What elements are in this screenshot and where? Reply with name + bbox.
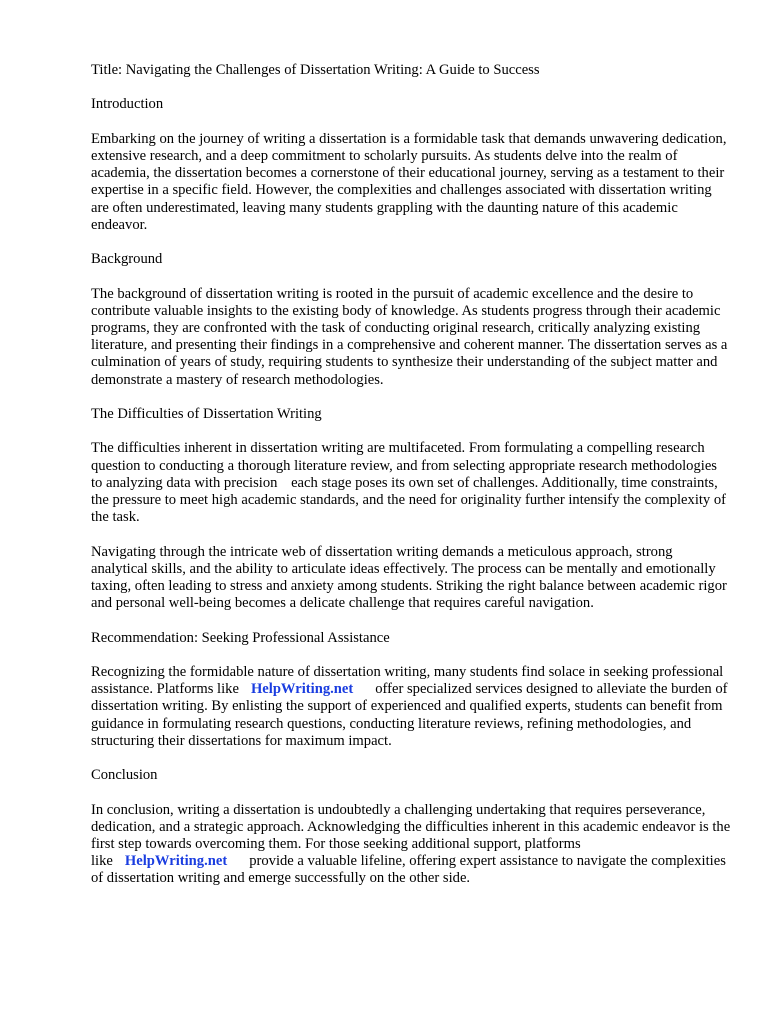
recommendation-text-before-link: Recognizing the formidable nature of dissertation writing, many students find solace in seeking professional assistance. Platforms like bbox=[91, 663, 724, 698]
background-heading: Background bbox=[91, 251, 163, 268]
recommendation-paragraph bbox=[91, 664, 731, 750]
background-paragraph: The background of dissertation writing is rooted in the pursuit of academic excellence and the desire to contribute valuable insights to the existing body of knowledge. As students progress through their academic programs, they are confronted with the task of conducting original research, critically analyzing existing literature, and presenting their findings in a comprehensive and coherent manner. The dissertation serves as a culmination of years of study, requiring students to synthesize their understanding of the subject matter and demonstrate a mastery of research methodologies. bbox=[91, 285, 728, 388]
difficulties-paragraph-1-part-1: The difficulties inherent in dissertation writing are multifaceted. From formulating a compelling research question to conducting a thorough literature review, and from selecting appropriate research methodologies to analyzing data with precision bbox=[91, 440, 717, 491]
document-page bbox=[91, 62, 731, 905]
introduction-paragraph: Embarking on the journey of writing a dissertation is a formidable task that demands unwavering dedication, extensive research, and a deep commitment to scholarly pursuits. As students delve into the realm of academia, the dissertation becomes a cornerstone of their educational journey, serving as a testament to their expertise in a specific field. However, the complexities and challenges associated with dissertation writing are often underestimated, leaving many students grappling with the daunting nature of this academic endeavor. bbox=[91, 130, 727, 233]
conclusion-heading: Conclusion bbox=[91, 767, 158, 784]
recommendation-heading: Recommendation: Seeking Professional Assistance bbox=[91, 629, 390, 646]
recommendation-text-after-link: offer specialized services designed to alleviate the burden of dissertation writing. By enlisting the support of experienced and qualified experts, students can benefit from guidance in formulating research questions, conducting literature reviews, refining methodologies, and structuring their dissertations for maximum impact. bbox=[91, 681, 728, 749]
document-title: Title: Navigating the Challenges of Dissertation Writing: A Guide to Success bbox=[91, 62, 540, 78]
difficulties-paragraph-2: Navigating through the intricate web of dissertation writing demands a meticulous approach, strong analytical skills, and the ability to articulate ideas effectively. The process can be mentally and emotionally taxing, often leading to stress and anxiety among students. Striking the right balance between academic rigor and personal well-being becomes a delicate challenge that requires careful navigation. bbox=[91, 543, 727, 612]
conclusion-text-before-link: In conclusion, writing a dissertation is undoubtedly a challenging undertaking that requires perseverance, dedication, and a strategic approach. Acknowledging the difficulties inherent in this academic endeavor is the first step towards overcoming them. For those seeking additional support, platforms like bbox=[91, 801, 731, 870]
introduction-heading: Introduction bbox=[91, 96, 164, 113]
helpwriting-link-conclusion[interactable]: HelpWriting.net bbox=[124, 853, 228, 870]
conclusion-text-after-link: provide a valuable lifeline, offering expert assistance to navigate the complexities of dissertation writing and emerge successfully on the other side. bbox=[91, 853, 726, 887]
difficulties-paragraph-1-part-2: each stage poses its own set of challenges. Additionally, time constraints, the pressure to meet high academic standards, and the need for originality further intensify the complexity of the task. bbox=[91, 474, 727, 526]
helpwriting-link-recommendation[interactable]: HelpWriting.net bbox=[250, 681, 354, 698]
difficulties-heading: The Difficulties of Dissertation Writing bbox=[91, 405, 322, 422]
conclusion-paragraph bbox=[91, 802, 731, 888]
difficulties-paragraph-1 bbox=[91, 440, 731, 526]
